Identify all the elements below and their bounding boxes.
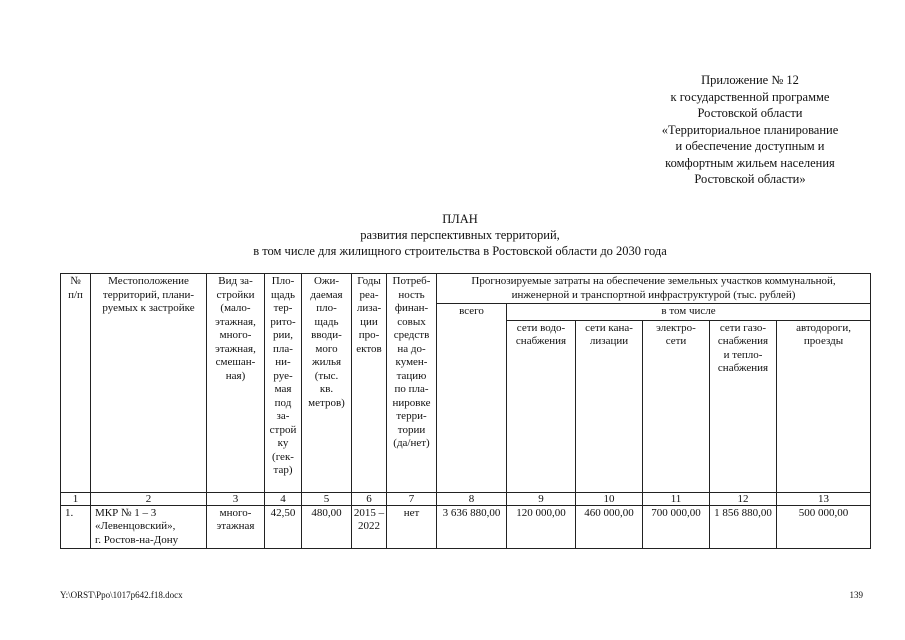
column-number: 9 [507,492,576,505]
header-funding: Потреб- ность финан- совых средств на до- кумен- тацию по пла- нировке терри- тории (да/нет) [387,274,437,493]
row-gas: 1 856 880,00 [710,505,777,549]
column-number: 12 [710,492,777,505]
header-sewer: сети кана- лизации [576,320,643,492]
header-years: Годы реа- лиза- ции про- ектов [352,274,387,493]
plan-table [60,273,871,549]
title-heading: ПЛАН [442,212,478,226]
row-electric: 700 000,00 [643,505,710,549]
title-line-1: развития перспективных территорий, [360,228,560,242]
appendix-line: Приложение № 12 [701,73,799,87]
row-water: 120 000,00 [507,505,576,549]
row-num: 1. [61,505,91,549]
header-type: Вид за- стройки (мало- этажная, много- этажная, смешан- ная) [207,274,265,493]
header-costs: Прогнозируемые затраты на обеспечение земельных участков коммунальной, инженерной и транспортной инфраструктурой (тыс. рублей) [437,274,871,304]
column-number: 5 [302,492,352,505]
title-line-2: в том числе для жилищного строительства в Ростовской области до 2030 года [253,244,667,258]
header-area: Пло- щадь тер- рито- рии, пла- ни- руе- мая под за- строй ку (гек- тар) [265,274,302,493]
row-area: 42,50 [265,505,302,549]
table-row [61,505,871,549]
header-housing: Ожи- даемая пло- щадь вводи- мого жилья (тыс. кв. метров) [302,274,352,493]
header-gas: сети газо- снабжения и тепло- снабжения [710,320,777,492]
document-title [190,211,730,259]
appendix-line: комфортным жильем населения [665,155,835,170]
column-number: 2 [91,492,207,505]
header-num: № п/п [61,274,91,493]
column-number: 10 [576,492,643,505]
appendix-line: Ростовской области [697,106,803,120]
appendix-header [620,72,880,188]
column-number: 7 [387,492,437,505]
appendix-line: и обеспечение доступным и [675,139,825,153]
appendix-line: к государственной программе [670,89,830,104]
page-number: 139 [849,590,863,600]
row-type: много- этажная [207,505,265,549]
column-number: 3 [207,492,265,505]
footer-file-path: Y:\ORST\Ppo\1017p642.f18.docx [60,590,183,600]
column-number: 6 [352,492,387,505]
appendix-line: «Территориальное планирование [661,122,839,137]
column-number-row [61,492,871,505]
appendix-line: Ростовской области» [694,172,806,186]
header-including: в том числе [507,304,871,321]
header-roads: автодороги, проезды [777,320,871,492]
column-number: 13 [777,492,871,505]
column-number: 11 [643,492,710,505]
header-total: всего [437,304,507,493]
row-roads: 500 000,00 [777,505,871,549]
row-funding: нет [387,505,437,549]
column-number: 4 [265,492,302,505]
row-sewer: 460 000,00 [576,505,643,549]
header-location: Местоположение территорий, плани- руемых к застройке [91,274,207,493]
column-number: 8 [437,492,507,505]
row-total: 3 636 880,00 [437,505,507,549]
header-water: сети водо- снабжения [507,320,576,492]
header-row-1 [61,274,871,304]
row-housing: 480,00 [302,505,352,549]
header-electric: электро- сети [643,320,710,492]
row-location: МКР № 1 – 3 «Левенцовский», г. Ростов-на-Дону [91,505,207,549]
column-number: 1 [61,492,91,505]
row-years: 2015 – 2022 [352,505,387,549]
